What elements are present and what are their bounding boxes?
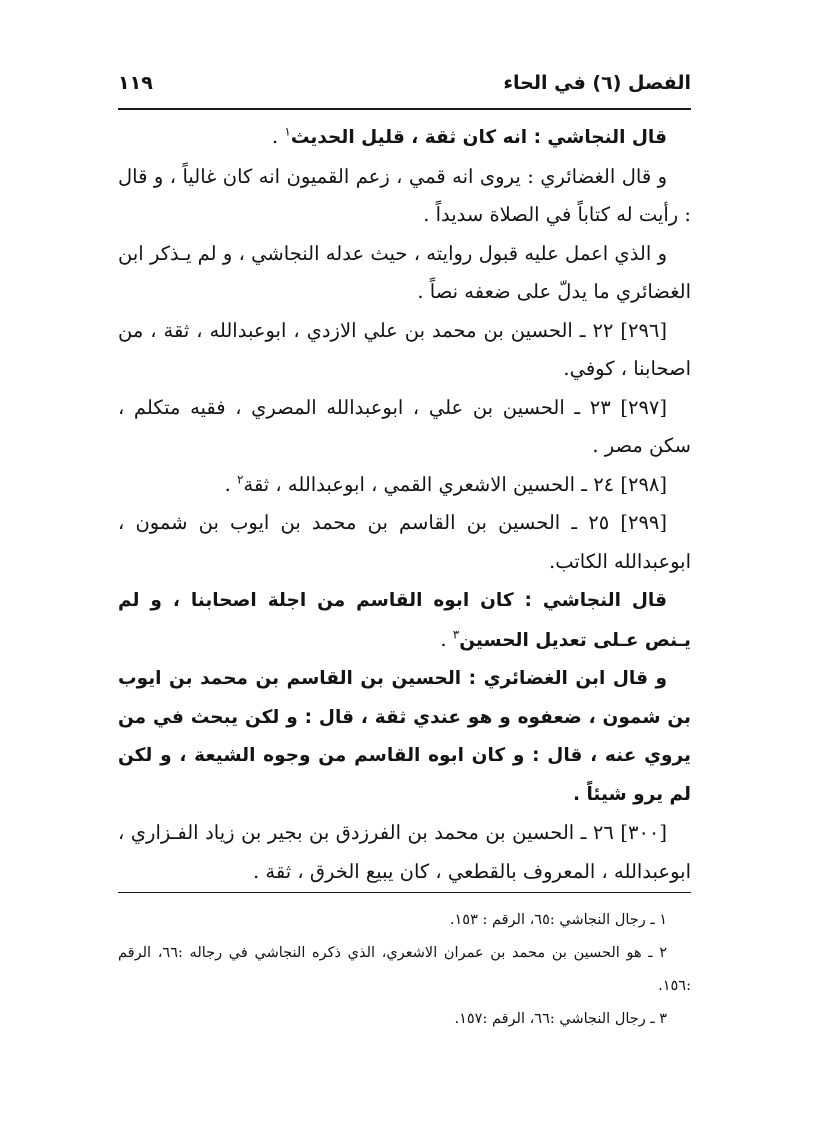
entry-298: [٢٩٨] ٢٤ ـ الحسين الاشعري القمي ، ابوعبدالله ، ثقة$^٢$ . [224, 472, 667, 496]
entry-300: [٣٠٠] ٢٦ ـ الحسين بن محمد بن الفرزدق بن بجير بن زياد الفـزاري ، ابوعبدالله ، المعروف بالقطعي ، كان يبيع الخرق ، ثقة . [118, 821, 691, 883]
footnote-ref-1: ١ [284, 124, 291, 139]
main-text [118, 118, 691, 891]
footnote-ref-3: ٣ [452, 627, 460, 641]
entry-299: [٢٩٩] ٢٥ ـ الحسين بن القاسم بن محمد بن ايوب بن شمون ، ابوعبدالله الكاتب. [118, 511, 691, 573]
footnote-ref-2: ٢ [237, 472, 244, 486]
paragraph-3: و الذي اعمل عليه قبول روايته ، حيث عدله النجاشي ، و لم يـذكر ابن الغضائري ما يدلّ على ضعفه نصاً . [118, 241, 691, 303]
running-header [118, 72, 691, 106]
paragraph-1: قال النجاشي : انه كان ثقة ، قليل الحديث$^١$ . [271, 124, 667, 148]
footnotes [118, 904, 691, 1036]
chapter-title: الفصل (٦) في الحاء [503, 72, 691, 94]
paragraph-2: و قال الغضائري : يروى انه قمي ، زعم القميون انه كان غالياً ، و قال : رأيت له كتاباً في الصلاة سديداً . [118, 164, 691, 226]
entry-296: [٢٩٦] ٢٢ ـ الحسين بن محمد بن علي الازدي ، ابوعبدالله ، ثقة ، من اصحابنا ، كوفي. [118, 318, 691, 380]
footnote-1: ١ ـ رجال النجاشي :٦٥، الرقم : ١٥٣. [449, 912, 667, 928]
footnote-divider [118, 892, 691, 893]
footnote-3: ٣ ـ رجال النجاشي :٦٦، الرقم :١٥٧. [454, 1011, 667, 1027]
paragraph-ghadairi: و قال ابن الغضائري : الحسين بن القاسم بن محمد بن ايوب بن شمون ، ضعفوه و هو عندي ثقة ، قال : و لكن يبحث في من يروي عنه ، قال : و كان ابوه القاسم من وجوه الشيعة ، و لكن لم يرو شيئاً . [118, 668, 691, 805]
paragraph-najashi: قال النجاشي : كان ابوه القاسم من اجلة اصحابنا ، و لم يـنص عـلى تعديل الحسين$^٣$ . [118, 590, 691, 651]
footnote-2: ٢ ـ هو الحسين بن محمد بن عمران الاشعري، الذي ذكره النجاشي في رجاله :٦٦، الرقم :١٥٦. [118, 945, 691, 994]
entry-297: [٢٩٧] ٢٣ ـ الحسين بن علي ، ابوعبدالله المصري ، فقيه متكلم ، سكن مصر . [118, 395, 691, 457]
page-number: ١١٩ [118, 72, 153, 94]
header-divider [118, 108, 691, 110]
